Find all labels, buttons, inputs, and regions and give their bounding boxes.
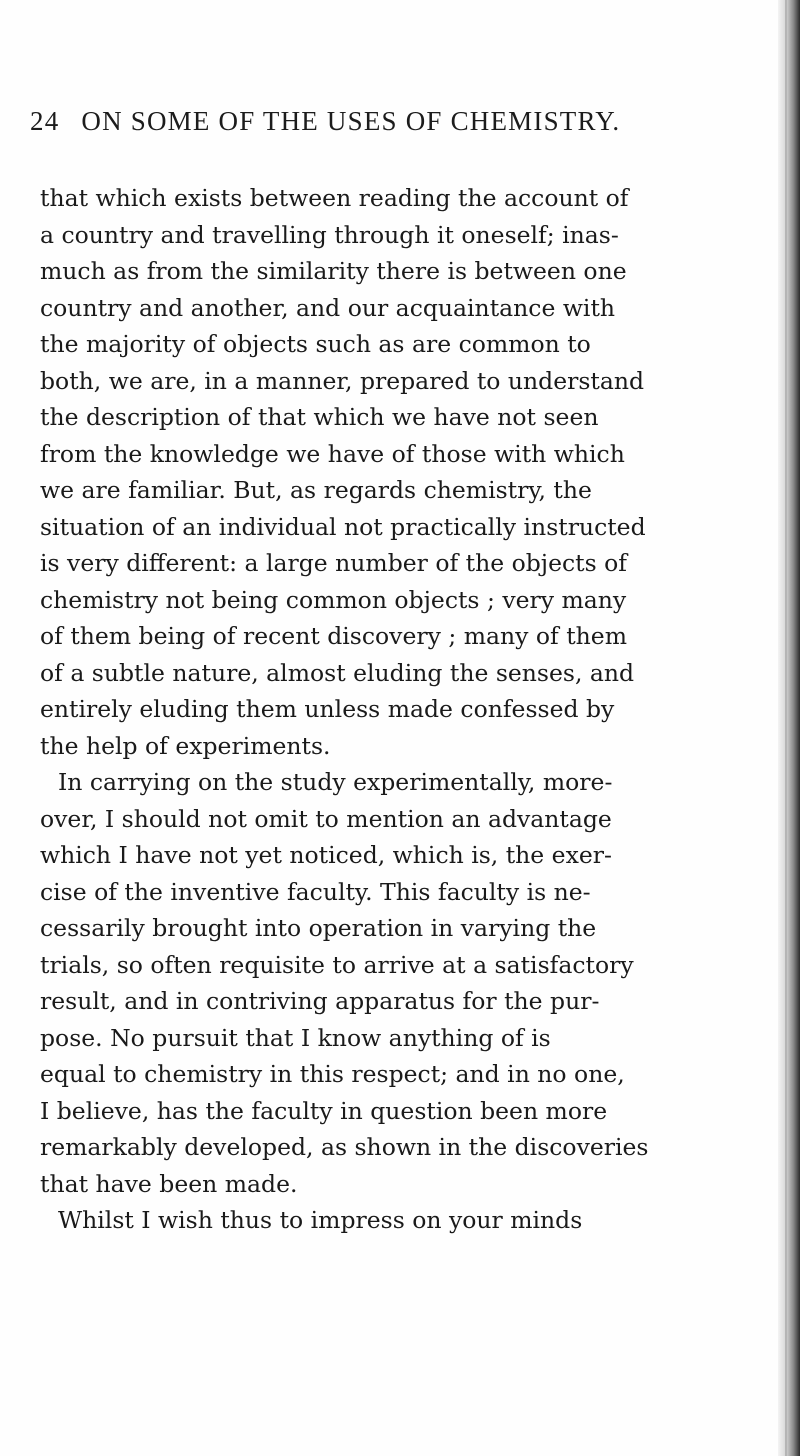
paragraph-start-line: Whilst I wish thus to impress on your minds bbox=[58, 1206, 583, 1234]
text-line: trials, so often requisite to arrive at a satisfactory bbox=[40, 950, 634, 979]
text-line: we are familiar. But, as regards chemistry, the bbox=[40, 476, 592, 504]
text-line: result, and in contriving apparatus for the pur- bbox=[40, 987, 600, 1015]
page-number: 24 bbox=[30, 106, 60, 136]
text-line: situation of an individual not practically instructed bbox=[40, 512, 646, 541]
text-line: cessarily brought into operation in varying the bbox=[40, 914, 597, 942]
text-line: remarkably developed, as shown in the discoveries bbox=[40, 1133, 649, 1161]
text-line: of them being of recent discovery ; many of them bbox=[40, 622, 627, 650]
text-line: both, we are, in a manner, prepared to understand bbox=[40, 366, 645, 395]
text-line: much as from the similarity there is between one bbox=[40, 257, 627, 285]
body-text bbox=[40, 180, 772, 1239]
text-line: that which exists between reading the account of bbox=[40, 184, 629, 212]
text-line: entirely eluding them unless made confessed by bbox=[40, 695, 615, 723]
text-line: equal to chemistry in this respect; and in no one, bbox=[40, 1060, 625, 1088]
text-line: I believe, has the faculty in question been more bbox=[40, 1096, 608, 1125]
text-line: country and another, and our acquaintance with bbox=[40, 293, 616, 322]
text-line: cise of the inventive faculty. This faculty is ne- bbox=[40, 877, 591, 906]
text-line: pose. No pursuit that I know anything of is bbox=[40, 1023, 551, 1052]
text-line: the help of experiments. bbox=[40, 731, 331, 760]
text-line: the description of that which we have not seen bbox=[40, 403, 599, 431]
text-line: is very different: a large number of the objects of bbox=[40, 549, 627, 577]
text-line: that have been made. bbox=[40, 1169, 298, 1198]
text-line: from the knowledge we have of those with which bbox=[40, 439, 625, 468]
binding-shadow-line bbox=[785, 0, 787, 1456]
running-title: ON SOME OF THE USES OF CHEMISTRY. bbox=[81, 106, 621, 136]
text-line: over, I should not omit to mention an advantage bbox=[40, 804, 612, 833]
text-line: of a subtle nature, almost eluding the senses, and bbox=[40, 658, 635, 687]
text-line: a country and travelling through it oneself; inas- bbox=[40, 220, 619, 249]
paragraph-start-line: In carrying on the study experimentally, more- bbox=[58, 768, 613, 796]
text-line: chemistry not being common objects ; very many bbox=[40, 585, 627, 614]
text-line: which I have not yet noticed, which is, the exer- bbox=[40, 841, 612, 869]
text-line: the majority of objects such as are common to bbox=[40, 330, 591, 358]
running-head bbox=[30, 106, 770, 137]
page-binding-edge bbox=[778, 0, 800, 1456]
